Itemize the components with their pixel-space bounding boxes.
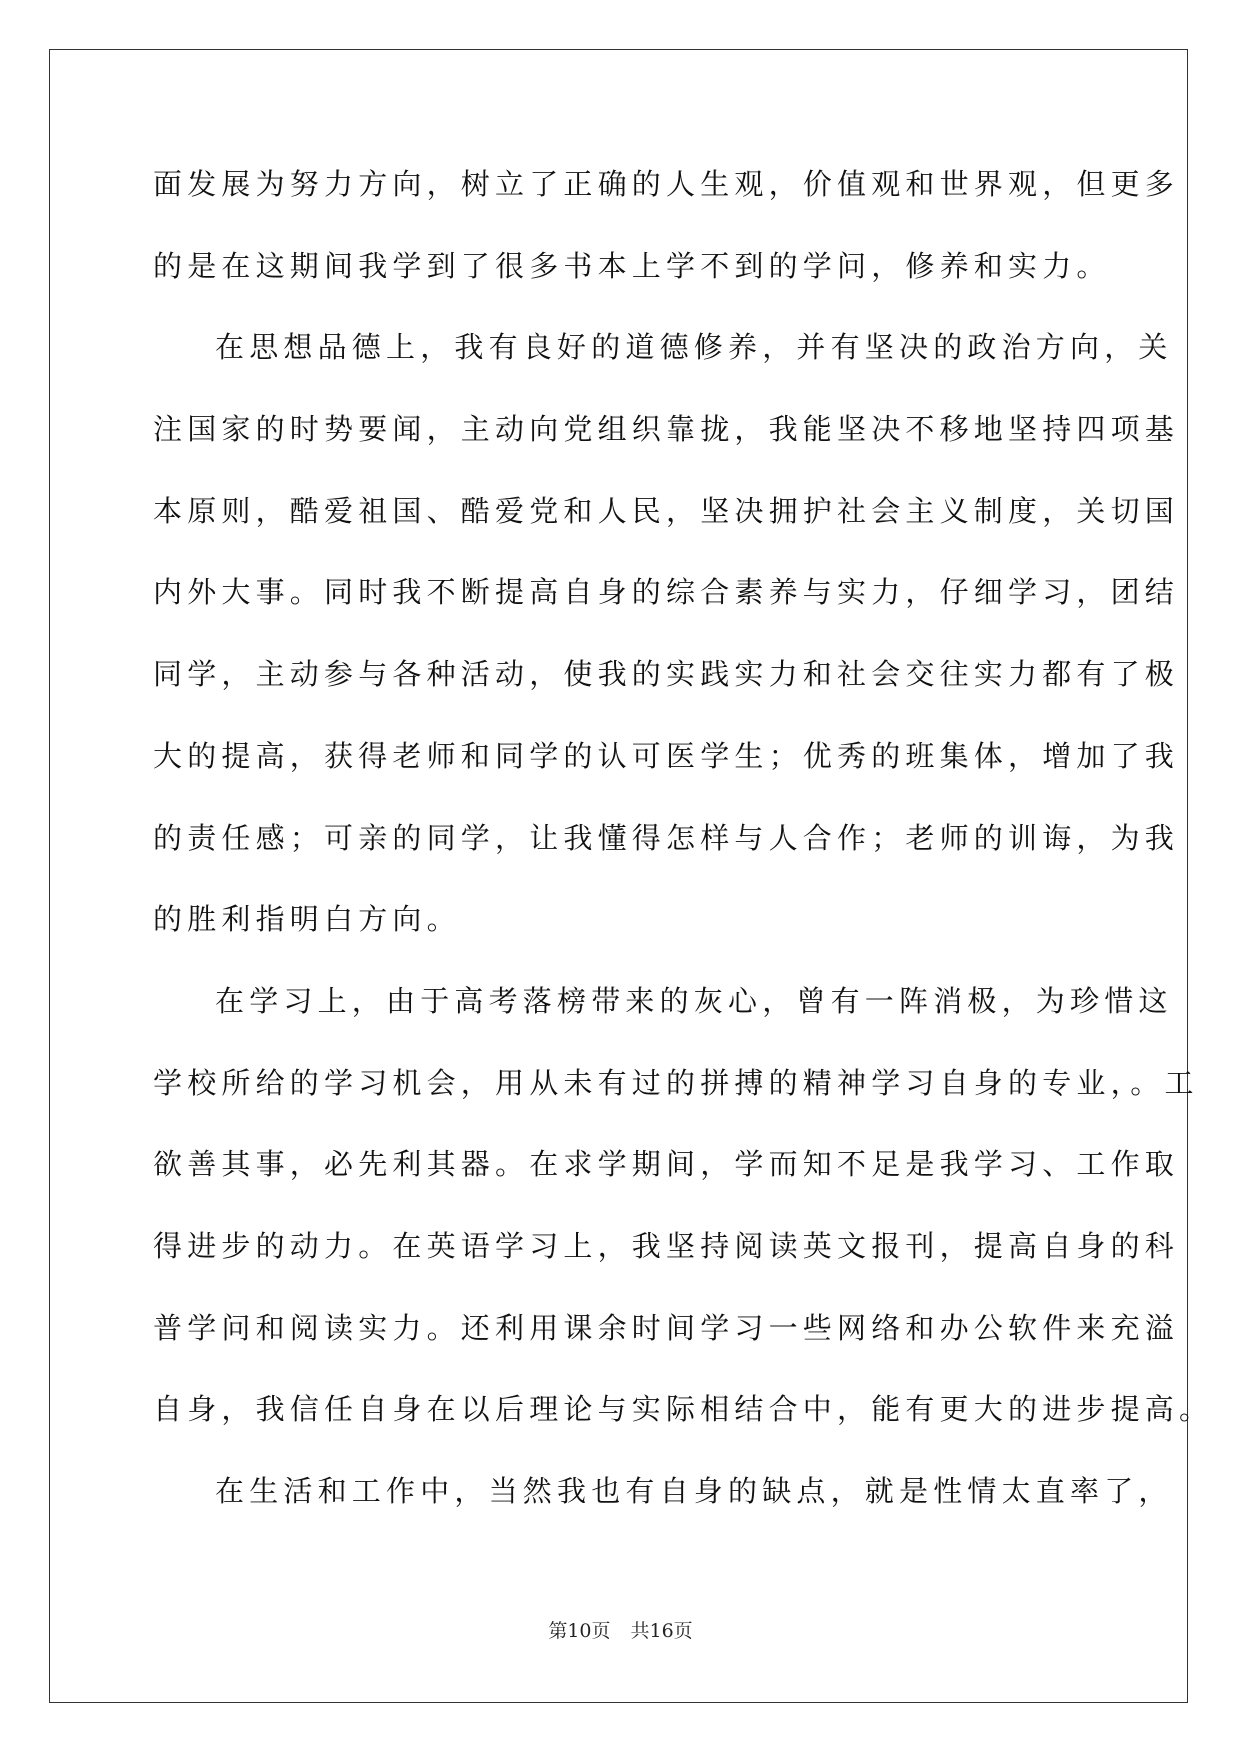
- text-line: 得进步的动力。在英语学习上，我坚持阅读英文报刊，提高自身的科: [153, 1228, 1180, 1263]
- text-line: 的胜利指明白方向。: [153, 902, 461, 937]
- text-line: 的是在这期间我学到了很多书本上学不到的学问，修养和实力。: [153, 248, 1111, 283]
- text-line: 注国家的时势要闻，主动向党组织靠拢，我能坚决不移地坚持四项基: [153, 412, 1180, 447]
- text-line: 自身，我信任自身在以后理论与实际相结合中，能有更大的进步提高。: [153, 1392, 1214, 1427]
- text-line: 内外大事。同时我不断提高自身的综合素养与实力，仔细学习，团结: [153, 575, 1180, 610]
- page-footer: [0, 1616, 1241, 1643]
- text-line: 普学问和阅读实力。还利用课余时间学习一些网络和办公软件来充溢: [153, 1310, 1180, 1345]
- text-line: 在思想品德上，我有良好的道德修养，并有坚决的政治方向，关: [215, 330, 1173, 365]
- text-line: 欲善其事，必先利其器。在求学期间，学而知不足是我学习、工作取: [153, 1147, 1180, 1182]
- text-line: 的责任感；可亲的同学，让我懂得怎样与人合作；老师的训诲，为我: [153, 820, 1180, 855]
- text-line: 在生活和工作中，当然我也有自身的缺点，就是性情太直率了，: [215, 1474, 1173, 1508]
- document-body: [153, 159, 1214, 1548]
- text-line: 大的提高，获得老师和同学的认可医学生；优秀的班集体，增加了我: [153, 738, 1180, 773]
- text-line: 同学，主动参与各种活动，使我的实践实力和社会交往实力都有了极: [153, 657, 1180, 692]
- text-line: 在学习上，由于高考落榜带来的灰心，曾有一阵消极，为珍惜这: [215, 983, 1173, 1018]
- text-line: 面发展为努力方向，树立了正确的人生观，价值观和世界观，但更多: [153, 167, 1180, 201]
- page-number: 第10页: [548, 1620, 611, 1642]
- text-line: 本原则，酷爱祖国、酷爱党和人民，坚决拥护社会主义制度，关切国: [153, 493, 1180, 528]
- page-total: 共16页: [630, 1620, 693, 1642]
- text-line: 学校所给的学习机会，用从未有过的拼搏的精神学习自身的专业，。工: [153, 1065, 1199, 1100]
